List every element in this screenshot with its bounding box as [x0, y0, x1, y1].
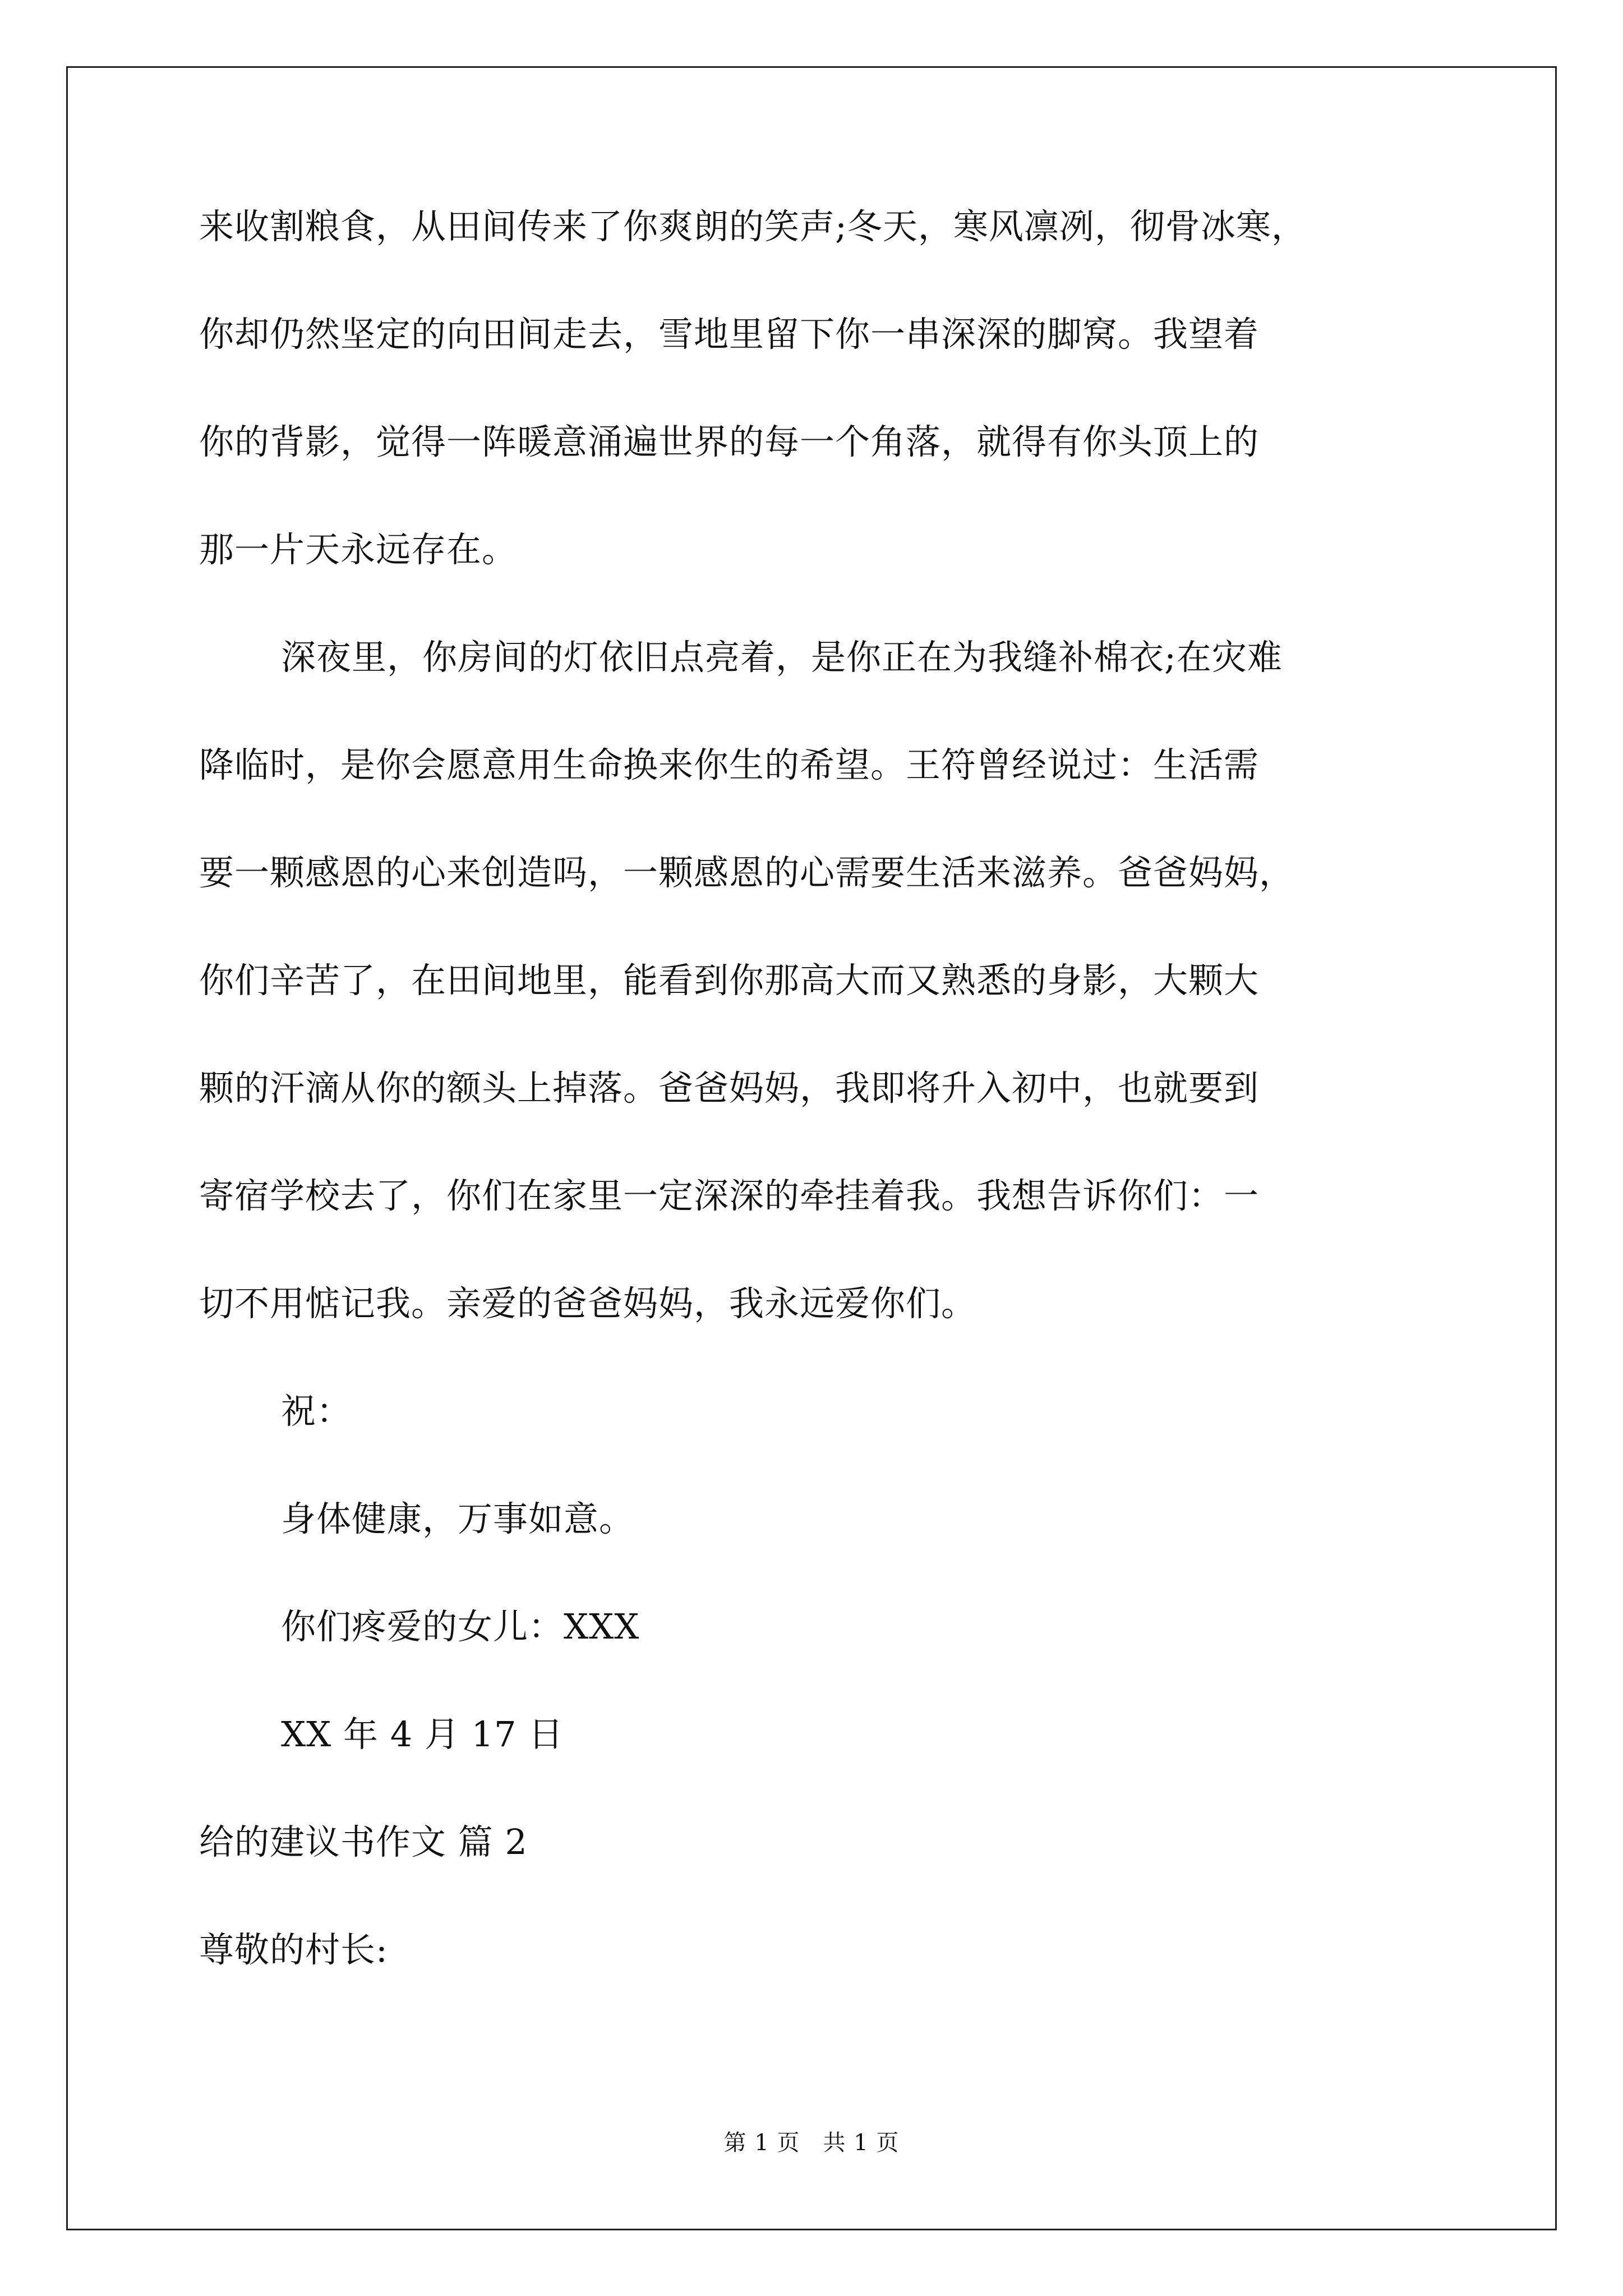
body-line-7: 要一颗感恩的心来创造吗，一颗感恩的心需要生活来滋养。爸爸妈妈，	[199, 852, 1295, 893]
body-line-10: 寄宿学校去了，你们在家里一定深深的牵挂着我。我想告诉你们：一	[199, 1175, 1260, 1216]
body-line-9: 颗的汗滴从你的额头上掉落。爸爸妈妈，我即将升入初中，也就要到	[199, 1068, 1260, 1108]
signature: 你们疼爱的女儿：XXX	[281, 1606, 640, 1647]
body-line-1: 来收割粮食，从田间传来了你爽朗的笑声;冬天，寒风凛冽，彻骨冰寒，	[199, 206, 1307, 247]
body-line-8: 你们辛苦了，在田间地里，能看到你那高大而又熟悉的身影，大颗大	[199, 960, 1260, 1001]
body-line-4: 那一片天永远存在。	[199, 529, 518, 570]
section-heading: 给的建议书作文 篇 2	[199, 1821, 528, 1862]
body-line-5: 深夜里，你房间的灯依旧点亮着，是你正在为我缝补棉衣;在灾难	[281, 637, 1283, 678]
closing-wish: 身体健康，万事如意。	[281, 1498, 635, 1539]
page-border	[66, 66, 1557, 2230]
body-line-6: 降临时，是你会愿意用生命换来你生的希望。王符曾经说过：生活需	[199, 744, 1260, 785]
body-line-2: 你却仍然坚定的向田间走去，雪地里留下你一串深深的脚窝。我望着	[199, 314, 1260, 355]
letter-date: XX 年 4 月 17 日	[281, 1714, 564, 1755]
body-line-11: 切不用惦记我。亲爱的爸爸妈妈，我永远爱你们。	[199, 1283, 977, 1324]
body-line-3: 你的背影，觉得一阵暖意涌遍世界的每一个角落，就得有你头顶上的	[199, 421, 1260, 462]
closing-salutation: 祝：	[281, 1391, 352, 1432]
page-footer: 第 1 页 共 1 页	[723, 2130, 900, 2156]
greeting-line: 尊敬的村长:	[199, 1929, 388, 1970]
